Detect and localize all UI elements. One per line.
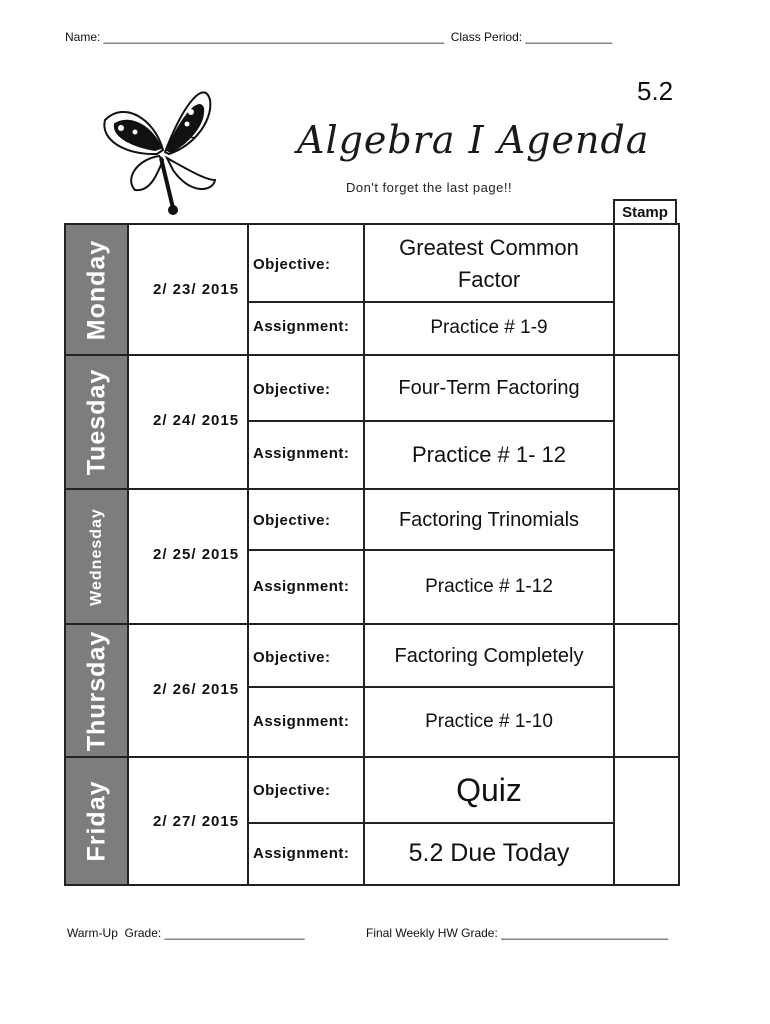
final-hw-grade-line: Final Weekly HW Grade: _________________________ <box>366 926 668 940</box>
day-row-monday <box>66 225 678 354</box>
day-row-thursday <box>66 625 678 756</box>
day-band <box>66 490 129 623</box>
stamp-column-header: Stamp <box>613 199 677 223</box>
stamp-cell <box>615 356 678 488</box>
assignment-label-cell <box>249 421 365 488</box>
section-number: 5.2 <box>637 76 674 106</box>
objective-label: Objective: <box>253 782 331 799</box>
objective-label: Objective: <box>253 381 331 398</box>
date-text: 2/ 23/ 2015 <box>153 281 240 298</box>
day-label: Monday <box>82 239 110 340</box>
objective-label-cell <box>249 758 365 823</box>
assignment-label: Assignment: <box>253 318 350 335</box>
warmup-grade-line: Warm-Up Grade: _____________________ <box>67 926 305 940</box>
date-cell <box>129 356 249 488</box>
assignment-label: Assignment: <box>253 445 350 462</box>
stamp-cell <box>615 625 678 756</box>
assignment-label: Assignment: <box>253 578 350 595</box>
date-cell <box>129 758 249 884</box>
assignment-label: Assignment: <box>253 713 350 730</box>
objective-label-cell <box>249 490 365 550</box>
assignment-label-cell <box>249 823 365 884</box>
assignment-value: Practice # 1- 12 <box>365 421 615 488</box>
objective-value: Quiz <box>365 758 615 823</box>
day-label: Tuesday <box>82 368 110 476</box>
objective-label: Objective: <box>253 512 331 529</box>
date-text: 2/ 25/ 2015 <box>153 546 240 563</box>
objective-label: Objective: <box>253 649 331 666</box>
assignment-value: Practice # 1-12 <box>365 550 615 623</box>
butterfly-icon <box>95 80 230 215</box>
agenda-table <box>64 223 680 886</box>
date-text: 2/ 27/ 2015 <box>153 813 240 830</box>
date-text: 2/ 26/ 2015 <box>153 681 240 698</box>
day-row-friday <box>66 758 678 884</box>
objective-label-cell <box>249 356 365 421</box>
assignment-label-cell <box>249 302 365 354</box>
objective-label: Objective: <box>253 256 331 273</box>
day-band <box>66 758 129 884</box>
assignment-value: Practice # 1-10 <box>365 687 615 756</box>
assignment-value: 5.2 Due Today <box>365 823 615 884</box>
day-band <box>66 225 129 354</box>
page-title: Algebra I Agenda <box>297 118 650 162</box>
objective-value: Greatest Common Factor <box>365 225 615 302</box>
stamp-cell <box>615 490 678 623</box>
assignment-label-cell <box>249 687 365 756</box>
stamp-cell <box>615 225 678 354</box>
objective-value: Factoring Completely <box>365 625 615 687</box>
assignment-label: Assignment: <box>253 845 350 862</box>
date-cell <box>129 625 249 756</box>
assignment-value: Practice # 1-9 <box>365 302 615 354</box>
day-label: Wednesday <box>87 507 105 606</box>
day-band <box>66 625 129 756</box>
date-cell <box>129 490 249 623</box>
date-cell <box>129 225 249 354</box>
name-class-period-line: Name: ___________________________________________________ Class Period: _____________ <box>65 30 613 44</box>
assignment-label-cell <box>249 550 365 623</box>
objective-label-cell <box>249 625 365 687</box>
objective-label-cell <box>249 225 365 302</box>
day-row-tuesday <box>66 356 678 488</box>
objective-value: Factoring Trinomials <box>365 490 615 550</box>
day-label: Thursday <box>82 630 110 751</box>
date-text: 2/ 24/ 2015 <box>153 412 240 429</box>
reminder-text: Don't forget the last page!! <box>346 180 513 195</box>
objective-value: Four-Term Factoring <box>365 356 615 421</box>
day-row-wednesday <box>66 490 678 623</box>
stamp-cell <box>615 758 678 884</box>
day-label: Friday <box>82 780 110 862</box>
day-band <box>66 356 129 488</box>
